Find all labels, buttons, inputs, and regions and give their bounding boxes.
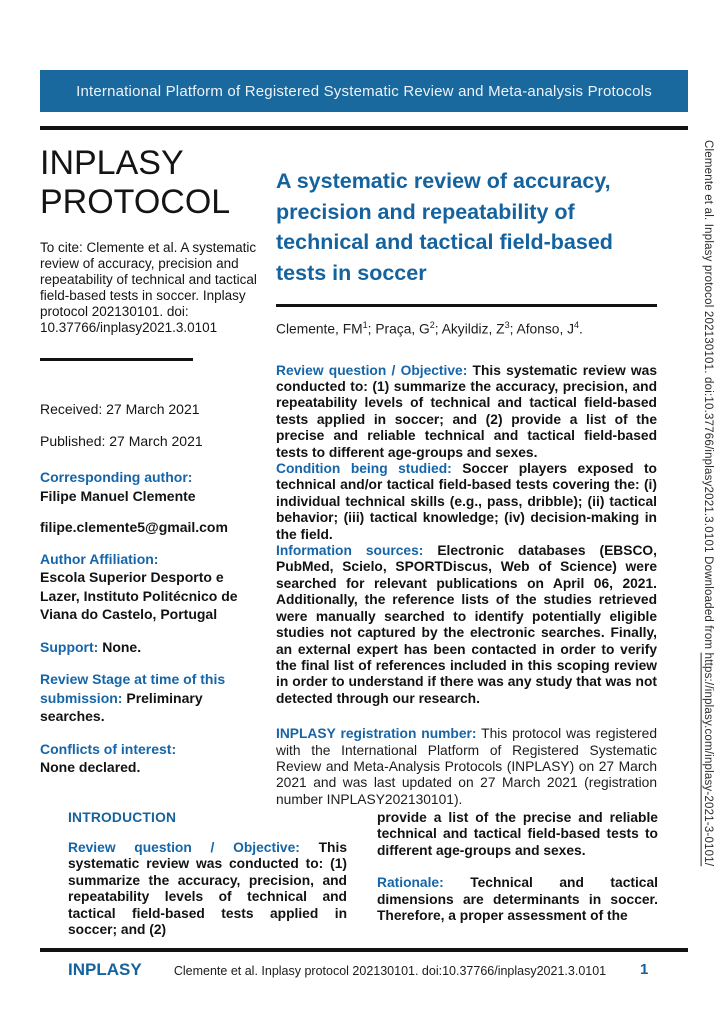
- corresponding-email: [40, 518, 258, 537]
- title-divider: [276, 304, 657, 307]
- author-name: Clemente, FM: [276, 321, 363, 337]
- introduction-review-question: [68, 840, 347, 938]
- support-label: Support:: [40, 638, 99, 655]
- corresponding-author-name: Filipe Manuel Clemente: [40, 487, 196, 504]
- author-name: Afonso, J: [516, 321, 575, 337]
- author-affil-sup: 1: [362, 320, 368, 330]
- masthead-title: [40, 144, 258, 222]
- information-sources-label: Information sources:: [276, 543, 424, 559]
- platform-banner: [40, 70, 688, 112]
- rationale-section: [377, 875, 658, 924]
- side-citation-text: Clemente et al. Inplasy protocol 202130101. doi:10.37766/inplasy2021.3.0101 Downloaded from: [702, 140, 714, 653]
- authors-line: Clemente, $FM^1$; Praça, $G^2$; Akyildiz, $Z^3$; Afonso, $J^4$.: [276, 320, 583, 337]
- information-sources-section: [276, 543, 657, 707]
- header-divider: [40, 126, 688, 130]
- condition-section: [276, 461, 657, 543]
- support: [40, 638, 258, 657]
- author-affil-sup: 2: [429, 320, 435, 330]
- footer-brand: INPLASY: [68, 960, 142, 979]
- masthead-title-line1: INPLASY: [40, 144, 184, 182]
- review-question-section: [276, 363, 657, 461]
- review-stage: [40, 670, 258, 726]
- conflicts-of-interest: [40, 740, 258, 777]
- abstract-body: [276, 363, 657, 809]
- article-column: [276, 166, 657, 808]
- footer-citation: Clemente et al. Inplasy protocol 202130101. doi:10.37766/inplasy2021.3.0101: [173, 964, 607, 978]
- platform-banner-text: International Platform of Registered Systematic Review and Meta-analysis Protocols: [76, 82, 652, 100]
- introduction-review-question-label: Review question / Objective:: [68, 840, 300, 855]
- affiliation-value: Escola Superior Desporto e Lazer, Instituto Politécnico de Viana do Castelo, Portugal: [40, 569, 238, 622]
- published-date: Published: 27 March 2021: [40, 432, 203, 449]
- rationale-text: Technical and tactical dimensions are determinants in soccer. Therefore, a proper assessment of the: [377, 875, 658, 924]
- introduction-continuation: provide a list of the precise and reliable technical and tactical field-based tests to different age-groups and sexes.: [377, 810, 658, 858]
- review-question-text: This systematic review was conducted to: (1) summarize the accuracy, precision, and repeatability levels of technical and tactical field-based tests applied in soccer; and (2) provide a list of the precise and reliable technical and tactical field-based tests to different age-groups and sexes.: [276, 362, 657, 460]
- author-affil-sup: 4: [574, 320, 580, 330]
- introduction-left-column: [68, 810, 347, 938]
- rationale-label: Rationale:: [377, 875, 444, 891]
- condition-label: Condition being studied:: [276, 461, 452, 477]
- registration-section: [276, 726, 657, 808]
- masthead: [40, 144, 258, 361]
- affiliation-label: Author Affiliation:: [40, 550, 159, 567]
- footer-divider: [40, 948, 688, 952]
- condition-text: Soccer players exposed to technical and/or tactical field-based tests covering the: (i) individual technical skills (e.g., pass, dribble); (ii) tactical behavior; (iii) tactical knowledge; (iv) decision-making in the field.: [276, 461, 657, 542]
- introduction-review-question-text: This systematic review was conducted to: (1) summarize the accuracy, precision, and repeatability levels of technical and tactical field-based tests applied in soccer; and (2): [68, 840, 347, 938]
- author-name: Praça, G: [375, 321, 430, 337]
- email-text: filipe.clemente5@gmail.com: [40, 519, 228, 535]
- review-question-label: Review question / Objective:: [276, 362, 468, 378]
- sidebar-divider: [40, 358, 193, 361]
- corresponding-author: [40, 468, 258, 505]
- conflicts-label: Conflicts of interest:: [40, 740, 177, 757]
- page-number: 1: [640, 961, 649, 978]
- introduction-right-column: [377, 810, 658, 924]
- support-value: None.: [102, 638, 142, 655]
- information-sources-text: Electronic databases (EBSCO, PubMed, Scielo, SPORTDiscus, Web of Science) were searched for relevant publications on April 06, 2021. Additionally, the reference lists of the studies retrieved were manually searched to identify potentially eligible studies not captured by the electronic searches. Finally, an external expert has been contacted in order to verify the final list of references included in this scoping review in order to understand if there was any study that was not detected through our research.: [276, 543, 657, 706]
- review-stage-label: Review Stage at time of this submission:: [40, 671, 226, 706]
- author-affil-sup: 3: [504, 320, 510, 330]
- author-name: Akyildiz, Z: [441, 321, 505, 337]
- registration-text: This protocol was registered with the International Platform of Registered Systematic Review and Meta-Analysis Protocols (INPLASY) on 27 March 2021 and was last updated on 27 March 2021 (registration number INPLASY202130101).: [276, 726, 657, 807]
- masthead-title-line2: PROTOCOL: [40, 183, 231, 221]
- introduction-heading: INTRODUCTION: [68, 810, 177, 825]
- corresponding-author-label: Corresponding author:: [40, 469, 193, 485]
- conflicts-value: None declared.: [40, 759, 141, 775]
- side-citation-link[interactable]: https://inplasy.com/inplasy-2021-3-0101/: [702, 652, 714, 867]
- side-rotated-citation: [694, 140, 714, 1020]
- protocol-metadata: [40, 400, 258, 777]
- article-title: A systematic review of accuracy, precision and repeatability of technical and tactical field-based tests in soccer: [276, 169, 613, 285]
- to-cite-text: To cite: Clemente et al. A systematic review of accuracy, precision and repeatability of technical and tactical field-based tests in soccer. Inplasy protocol 202130101. doi: 10.37766/inplasy2021.3.0101: [40, 240, 257, 335]
- registration-label: INPLASY registration number:: [276, 726, 477, 742]
- review-stage-value: Preliminary searches.: [40, 689, 203, 724]
- received-date: Received: 27 March 2021: [40, 401, 200, 417]
- author-affiliation: [40, 550, 258, 624]
